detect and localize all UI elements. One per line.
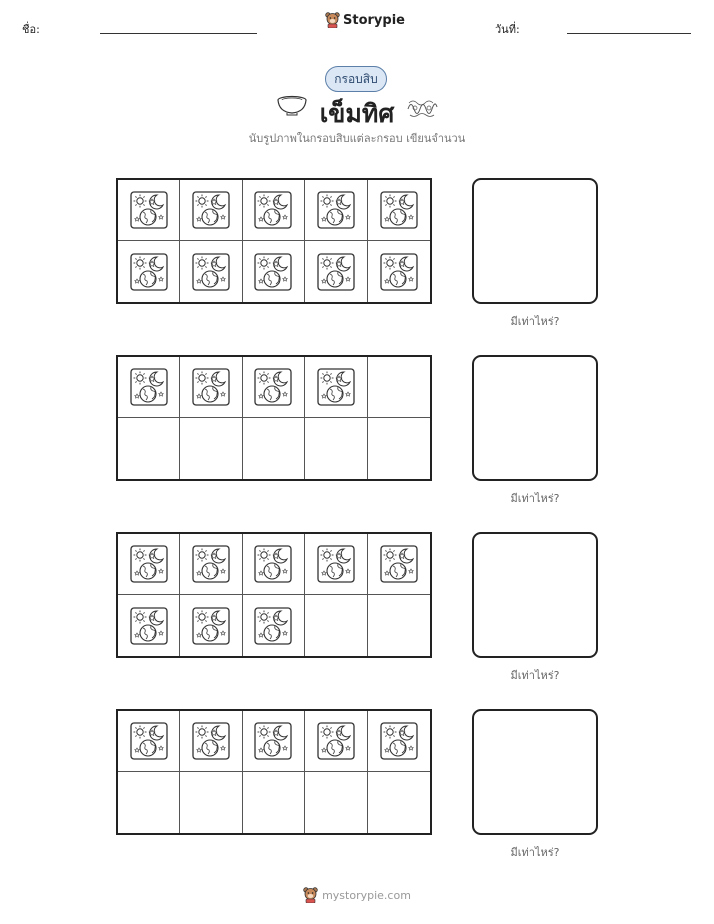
- ten-frame-cell: [368, 180, 430, 241]
- name-label: ชื่อ:: [22, 23, 40, 36]
- topic-badge: กรอบสิบ: [325, 66, 387, 92]
- ten-frame-cell: [118, 534, 180, 595]
- sun-moon-earth-icon: [192, 368, 230, 406]
- name-line: [100, 33, 257, 34]
- sun-moon-earth-icon: [192, 722, 230, 760]
- sun-moon-earth-icon: [130, 722, 168, 760]
- ten-frame-cell: [118, 418, 180, 479]
- ten-frame-cell: [243, 534, 305, 595]
- ten-frame: [116, 178, 432, 304]
- ten-frame: [116, 709, 432, 835]
- sun-moon-earth-icon: [130, 545, 168, 583]
- ten-frame-cell: [368, 534, 430, 595]
- ten-frame: [116, 532, 432, 658]
- ten-frame-cell: [180, 772, 242, 833]
- sun-moon-earth-icon: [254, 722, 292, 760]
- ten-frame-cell: [368, 595, 430, 656]
- ten-frame-cell: [305, 241, 367, 302]
- sun-moon-earth-icon: [317, 545, 355, 583]
- ten-frame-cell: [305, 418, 367, 479]
- sun-moon-earth-icon: [254, 191, 292, 229]
- ten-frame-cell: [305, 772, 367, 833]
- ten-frame-cell: [180, 357, 242, 418]
- sun-moon-earth-icon: [317, 368, 355, 406]
- sun-moon-earth-icon: [192, 607, 230, 645]
- ten-frame-cell: [118, 180, 180, 241]
- ten-frame-cell: [243, 418, 305, 479]
- ten-frame-cell: [180, 418, 242, 479]
- ten-frame-cell: [243, 595, 305, 656]
- sun-moon-earth-icon: [254, 545, 292, 583]
- ten-frame-cell: [368, 711, 430, 772]
- answer-box[interactable]: [472, 709, 598, 835]
- ten-frame-cell: [368, 772, 430, 833]
- ten-frame-cell: [243, 180, 305, 241]
- sun-moon-earth-icon: [254, 253, 292, 291]
- sun-moon-earth-icon: [192, 253, 230, 291]
- ten-frame-cell: [180, 241, 242, 302]
- footer: [0, 887, 714, 903]
- ten-frame-cell: [118, 241, 180, 302]
- date-line: [567, 33, 691, 34]
- ten-frame-cell: [118, 357, 180, 418]
- ten-frame-cell: [243, 357, 305, 418]
- sun-moon-earth-icon: [380, 545, 418, 583]
- how-many-question: มีเท่าไหร่?: [510, 846, 560, 859]
- sun-moon-earth-icon: [130, 368, 168, 406]
- footer-url: mystorypie.com: [322, 888, 411, 902]
- ten-frame-cell: [118, 711, 180, 772]
- sun-moon-earth-icon: [317, 191, 355, 229]
- sun-moon-earth-icon: [192, 191, 230, 229]
- how-many-question: มีเท่าไหร่?: [510, 669, 560, 682]
- ten-frame-cell: [368, 357, 430, 418]
- ten-frame-cell: [243, 711, 305, 772]
- brand-name: Storypie: [343, 12, 405, 28]
- answer-box[interactable]: [472, 355, 598, 481]
- instructions: นับรูปภาพในกรอบสิบแต่ละกรอบ เขียนจำนวน: [248, 132, 466, 145]
- sun-moon-earth-icon: [317, 722, 355, 760]
- ten-frame-cell: [118, 595, 180, 656]
- sun-moon-earth-icon: [380, 253, 418, 291]
- how-many-question: มีเท่าไหร่?: [510, 315, 560, 328]
- ten-frame-cell: [180, 534, 242, 595]
- sun-moon-earth-icon: [380, 722, 418, 760]
- sun-moon-earth-icon: [380, 191, 418, 229]
- date-label: วันที่:: [495, 23, 520, 36]
- sun-moon-earth-icon: [130, 607, 168, 645]
- ten-frame-cell: [368, 241, 430, 302]
- bear-mascot-icon: [303, 887, 318, 903]
- ten-frame-cell: [305, 534, 367, 595]
- ten-frame-cell: [180, 711, 242, 772]
- scribble-doodle-icon: [405, 97, 439, 119]
- ten-frame: [116, 355, 432, 481]
- answer-box[interactable]: [472, 178, 598, 304]
- ten-frame-cell: [368, 418, 430, 479]
- ten-frame-cell: [243, 772, 305, 833]
- ten-frame-cell: [180, 180, 242, 241]
- sun-moon-earth-icon: [317, 253, 355, 291]
- ten-frame-cell: [243, 241, 305, 302]
- sun-moon-earth-icon: [130, 191, 168, 229]
- ten-frame-cell: [305, 595, 367, 656]
- sun-moon-earth-icon: [254, 368, 292, 406]
- ten-frame-cell: [118, 772, 180, 833]
- answer-box[interactable]: [472, 532, 598, 658]
- how-many-question: มีเท่าไหร่?: [510, 492, 560, 505]
- page-title: เข็มทิศ: [319, 99, 395, 128]
- ten-frame-cell: [180, 595, 242, 656]
- ten-frame-cell: [305, 357, 367, 418]
- ten-frame-cell: [305, 180, 367, 241]
- ten-frame-cell: [305, 711, 367, 772]
- sun-moon-earth-icon: [192, 545, 230, 583]
- bear-mascot-icon: [325, 12, 340, 28]
- sun-moon-earth-icon: [254, 607, 292, 645]
- sun-moon-earth-icon: [130, 253, 168, 291]
- brand-logo: [325, 12, 405, 28]
